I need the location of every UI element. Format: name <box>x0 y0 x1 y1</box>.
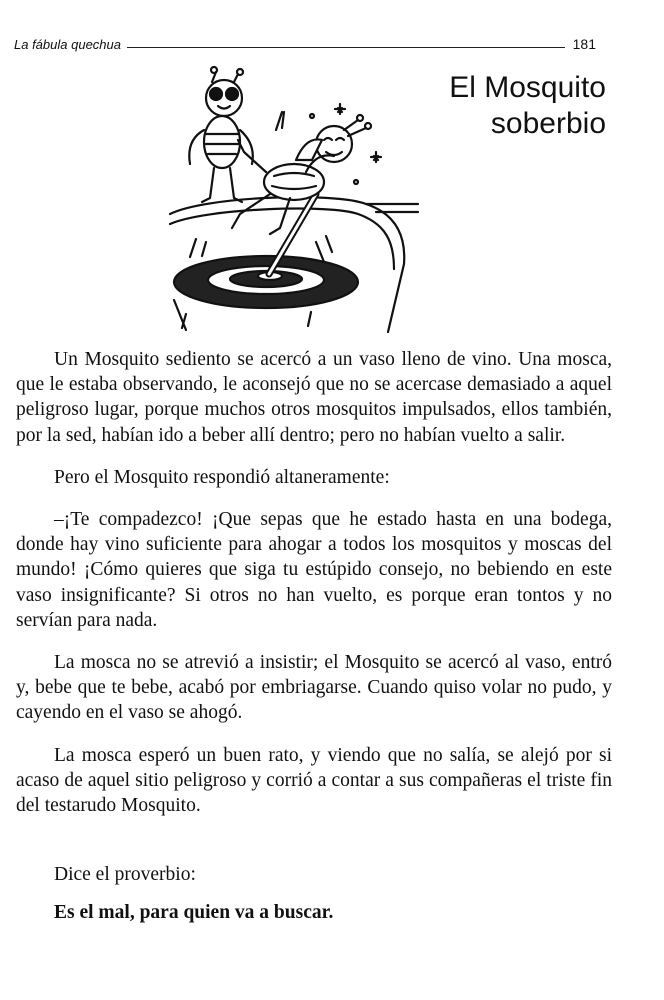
proverb-text: Es el mal, para quien va a buscar. <box>54 902 334 924</box>
header-rule <box>127 47 565 48</box>
story-body <box>16 347 612 943</box>
title-line-2: soberbio <box>490 107 606 140</box>
paragraph: La mosca esperó un buen rato, y viendo que no salía, se alejó por si acaso de aquel sitio peligroso y corrió a contar a sus compañeras el triste fin del testarudo Mosquito. <box>16 744 612 817</box>
proverb-intro: Dice el proverbio: <box>54 864 196 886</box>
paragraph: Pero el Mosquito respondió altaneramente: <box>54 466 390 488</box>
paragraph: La mosca no se atrevió a insistir; el Mosquito se acercó al vaso, entró y, bebe que te bebe, acabó por embriagarse. Cuando quiso volar no pudo, y cayendo en el vaso se ahogó. <box>16 652 612 724</box>
page-number: 181 <box>572 36 596 52</box>
mosquito-cartoon-illustration <box>166 64 434 336</box>
paragraph: Un Mosquito sediento se acercó a un vaso lleno de vino. Una mosca, que le estaba observando, le aconsejó que no se acercase demasiado a aquel peligroso lugar, porque muchos otros mosquitos impulsados, ellos también, por la sed, habían ido a beber allí dentro; pero no habían vuelto a salir. <box>16 349 612 446</box>
paragraph: –¡Te compadezco! ¡Que sepas que he estado hasta en una bodega, donde hay vino suficiente para ahogar a todos los mosquitos y moscas del mundo! ¡Cómo quieres que siga tu estúpido consejo, no bebiendo en este vaso insignificante? Si otros no han vuelto, es porque eran tontos y no servían para nada. <box>16 509 612 631</box>
story-title <box>449 70 606 142</box>
running-header <box>14 30 596 52</box>
title-line-1: El Mosquito <box>449 71 606 104</box>
section-title: La fábula quechua <box>14 37 121 52</box>
